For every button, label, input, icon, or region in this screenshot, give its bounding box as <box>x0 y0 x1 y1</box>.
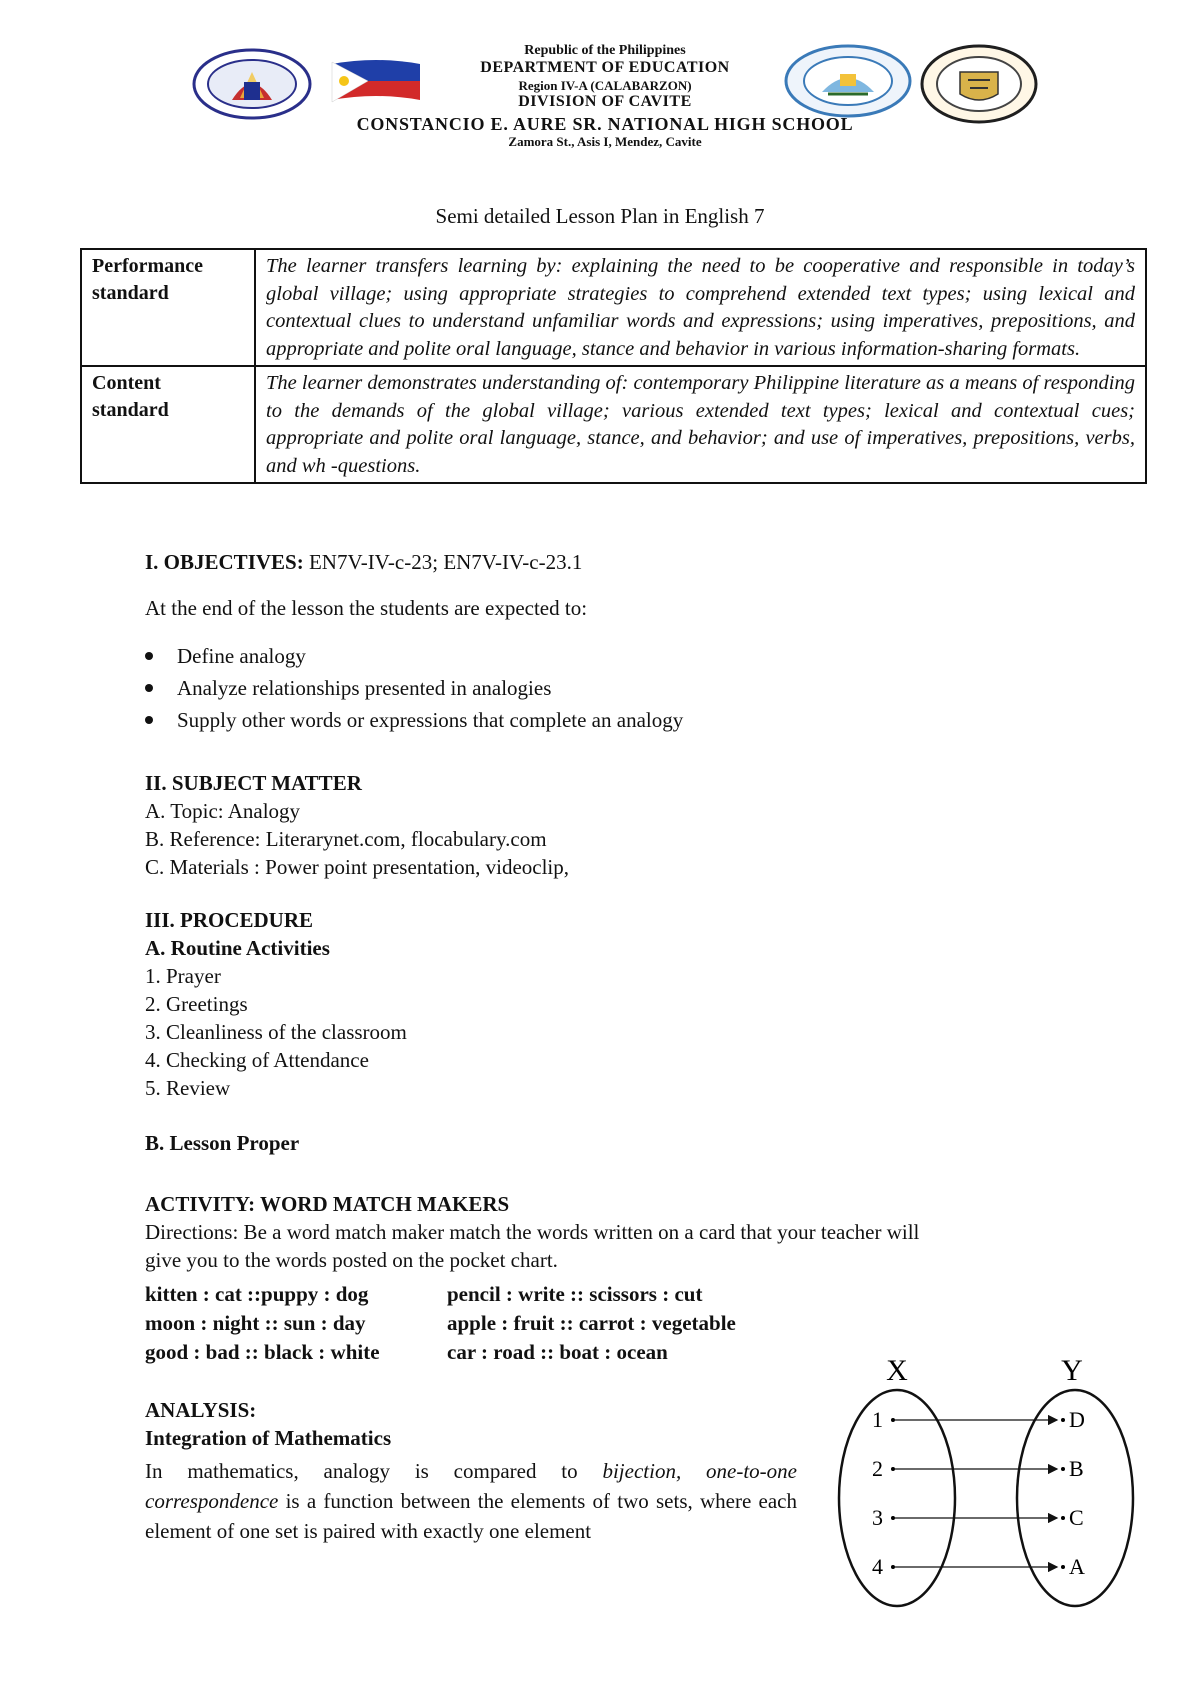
label-line: Performance <box>92 255 204 277</box>
set-y-element: D <box>1069 1407 1085 1432</box>
paragraph-emphasis: bijection, one-to-one correspondence <box>145 1459 797 1513</box>
header-school: CONSTANCIO E. AURE SR. NATIONAL HIGH SCHOOL <box>356 114 854 134</box>
activity-directions: Directions: Be a word match maker match the words written on a card that your teacher will <box>145 1220 920 1244</box>
activity-section <box>145 1190 919 1274</box>
procedure-section <box>145 906 407 1102</box>
objectives-heading: I. OBJECTIVES: <box>145 550 304 574</box>
point-dot <box>891 1565 895 1569</box>
routine-item: 1. Prayer <box>145 964 221 988</box>
set-y-element: B <box>1069 1456 1084 1481</box>
lesson-proper-heading: B. Lesson Proper <box>145 1131 300 1155</box>
point-dot <box>891 1516 895 1520</box>
analogy-pair: apple : fruit :: carrot : vegetable <box>447 1311 736 1335</box>
label-line: Content <box>92 372 161 394</box>
routine-item: 2. Greetings <box>145 992 248 1016</box>
list-item <box>145 672 683 704</box>
objectives-intro: At the end of the lesson the students are expected to: <box>145 596 588 620</box>
subject-reference: B. Reference: Literarynet.com, flocabulary.com <box>145 827 547 851</box>
label-line: standard <box>92 399 169 421</box>
header-address: Zamora St., Asis I, Mendez, Cavite <box>508 134 702 149</box>
analogy-pair: car : road :: boat : ocean <box>447 1340 668 1364</box>
table-row <box>81 366 1146 483</box>
header-region: Region IV-A (CALABARZON) <box>518 78 692 93</box>
list-item-text: Define analogy <box>177 644 306 668</box>
analogy-pair: pencil : write :: scissors : cut <box>447 1282 703 1306</box>
objectives-list <box>145 640 683 736</box>
paragraph-text: is a function between the elements of two sets, where each element of one set is paired with exactly one element <box>145 1489 797 1543</box>
point-dot <box>1061 1516 1065 1520</box>
list-item <box>145 704 683 736</box>
subject-matter-heading: II. SUBJECT MATTER <box>145 771 362 795</box>
list-item-text: Supply other words or expressions that complete an analogy <box>177 708 684 732</box>
label-line: standard <box>92 282 169 304</box>
standard-label <box>81 366 255 483</box>
analogy-pair: kitten : cat ::puppy : dog <box>145 1282 369 1306</box>
objectives-codes: EN7V-IV-c-23; EN7V-IV-c-23.1 <box>308 550 583 574</box>
analysis-paragraph <box>145 1456 797 1546</box>
subject-materials: C. Materials : Power point presentation, videoclip, <box>145 855 569 879</box>
pair-row <box>145 1309 736 1338</box>
set-x-element: 3 <box>872 1505 883 1530</box>
pair-row <box>145 1280 703 1309</box>
pair-row <box>145 1338 668 1367</box>
analogy-pairs <box>145 1280 736 1367</box>
standard-text: The learner transfers learning by: explaining the need to be cooperative and responsible in today’s global village; using appropriate strategies to comprehend extended text types; using lexical and contextual clues to understand unfamiliar words and expressions; using imperatives, prepositions, and appropriate and polite oral language, stance and behavior in various information-sharing formats. <box>255 249 1146 366</box>
set-y-element: A <box>1069 1554 1085 1579</box>
bullet-icon <box>145 652 153 660</box>
set-x-element: 1 <box>872 1407 883 1432</box>
set-x-element: 2 <box>872 1456 883 1481</box>
mapping-diagram <box>825 1350 1155 1620</box>
routine-item: 4. Checking of Attendance <box>145 1048 369 1072</box>
point-dot <box>891 1467 895 1471</box>
paragraph-text: In mathematics, analogy is compared to <box>145 1459 603 1483</box>
analysis-subheading: Integration of Mathematics <box>145 1426 392 1450</box>
header-republic: Republic of the Philippines <box>524 43 686 58</box>
point-dot <box>891 1418 895 1422</box>
set-x-ellipse <box>839 1390 955 1606</box>
activity-directions: give you to the words posted on the pocket chart. <box>145 1248 558 1272</box>
subject-topic: A. Topic: Analogy <box>145 799 301 823</box>
procedure-heading: III. PROCEDURE <box>145 908 314 932</box>
school-seal-icon <box>920 44 1038 124</box>
analogy-pair: good : bad :: black : white <box>145 1340 380 1364</box>
deped-seal-icon <box>192 48 312 120</box>
analogy-pair: moon : night :: sun : day <box>145 1311 366 1335</box>
set-x-element: 4 <box>872 1554 883 1579</box>
standards-table <box>80 248 1147 484</box>
philippine-flag-icon <box>328 56 424 106</box>
objectives-heading-line <box>145 550 582 575</box>
routine-item: 3. Cleanliness of the classroom <box>145 1020 407 1044</box>
point-dot <box>1061 1418 1065 1422</box>
set-y-label: Y <box>1061 1354 1083 1387</box>
point-dot <box>1061 1565 1065 1569</box>
document-title: Semi detailed Lesson Plan in English 7 <box>435 204 765 228</box>
standard-label <box>81 249 255 366</box>
set-y-element: C <box>1069 1505 1084 1530</box>
analysis-section <box>145 1396 391 1452</box>
activity-heading: ACTIVITY: WORD MATCH MAKERS <box>145 1192 510 1216</box>
analysis-heading: ANALYSIS: <box>145 1398 257 1422</box>
standard-text: The learner demonstrates understanding of: contemporary Philippine literature as a means of responding to the demands of the global village; various extended text types; lexical and contextual cues; appropriate and polite oral language, stance, and behavior; and use of imperatives, prepositions, verbs, and wh -questions. <box>255 366 1146 483</box>
bullet-icon <box>145 716 153 724</box>
list-item <box>145 640 683 672</box>
division-seal-icon <box>784 44 912 118</box>
header-department: DEPARTMENT OF EDUCATION <box>480 59 730 76</box>
set-x-label: X <box>886 1354 908 1387</box>
table-row <box>81 249 1146 366</box>
header-division: DIVISION OF CAVITE <box>518 93 692 110</box>
point-dot <box>1061 1467 1065 1471</box>
bullet-icon <box>145 684 153 692</box>
list-item-text: Analyze relationships presented in analogies <box>177 676 552 700</box>
routine-heading: A. Routine Activities <box>145 936 330 960</box>
subject-matter-section <box>145 769 569 881</box>
routine-item: 5. Review <box>145 1076 231 1100</box>
